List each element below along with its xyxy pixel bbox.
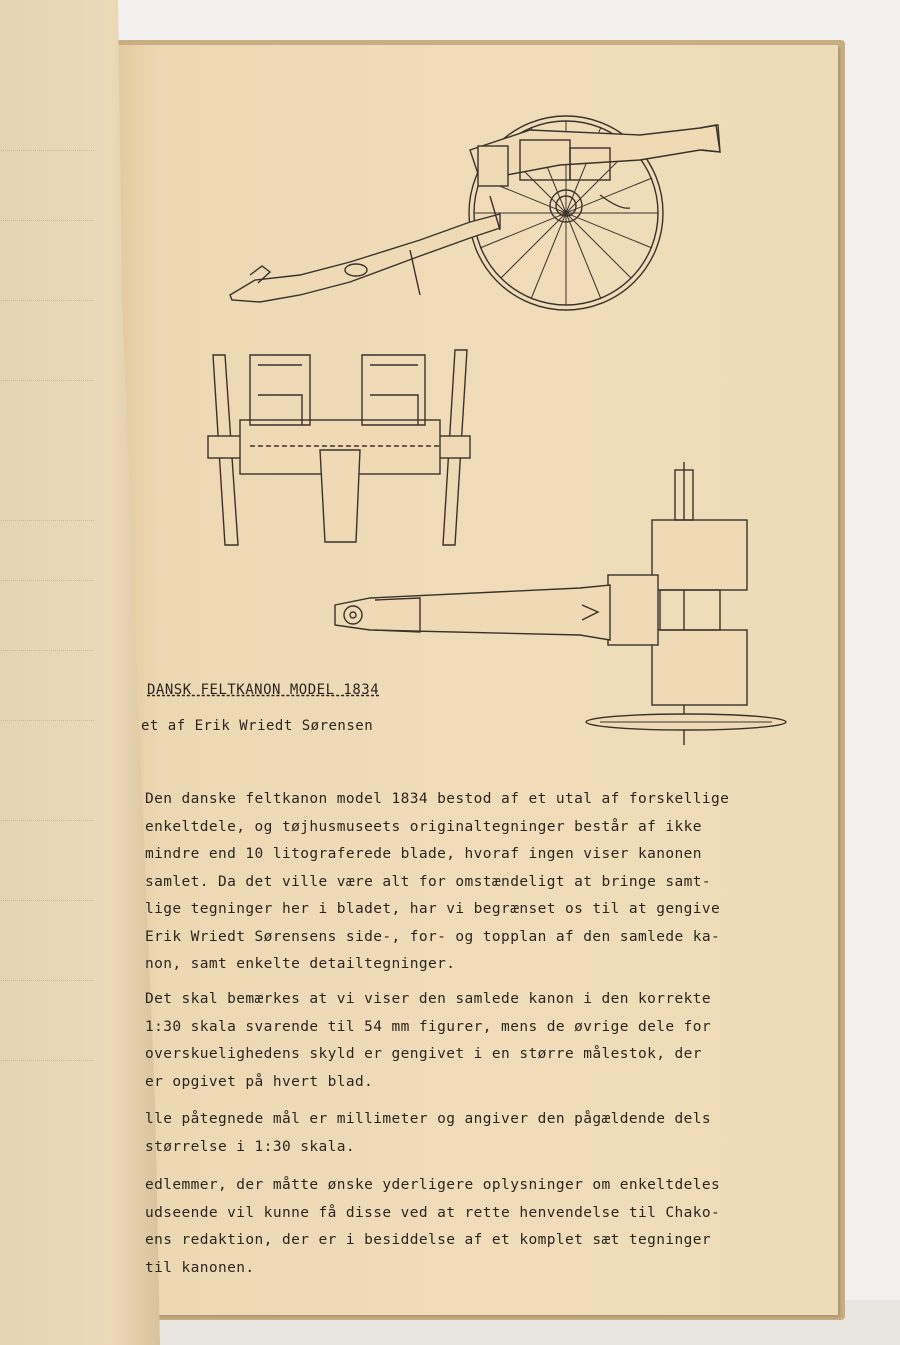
- body-paragraph-4: edlemmer, der måtte ønske yderligere oplysninger om enkeltdeles udseende vil kunne få disse ved at rette henvendelse til Chako- ens redaktion, der er i besiddelse af et komplet sæt tegninger til kanonen.: [145, 1177, 721, 1276]
- side-view-drawing: [230, 116, 720, 310]
- top-view-drawing: [335, 462, 786, 745]
- drawing-caption-subtitle: et af Erik Wriedt Sørensen: [141, 718, 374, 734]
- front-view-drawing: [208, 350, 470, 545]
- body-paragraph-3: lle påtegnede mål er millimeter og angiver den pågældende dels størrelse i 1:30 skala.: [145, 1111, 712, 1155]
- body-paragraph-1: Den danske feltkanon model 1834 bestod af et utal af forskellige enkeltdele, og tøjhusmuseets originaltegninger består af ikke mindre end 10 litograferede blade, hvoraf ingen viser kanonen samlet. Da det ville være alt for omstændeligt at bringe samt- lige tegninger her i bladet, har vi begrænset os til at gengive Erik Wriedt Sørensens side-, for- og topplan af den samlede ka- non, samt enkelte detailtegninger.: [145, 791, 730, 972]
- drawing-caption-title: DANSK FELTKANON MODEL 1834: [147, 682, 380, 698]
- body-paragraph-2: Det skal bemærkes at vi viser den samlede kanon i den korrekte 1:30 skala svarende til 54 mm figurer, mens de øvrige dele for overskuelighedens skyld er gengivet i en større målestok, der er opgivet på hvert blad.: [145, 991, 712, 1090]
